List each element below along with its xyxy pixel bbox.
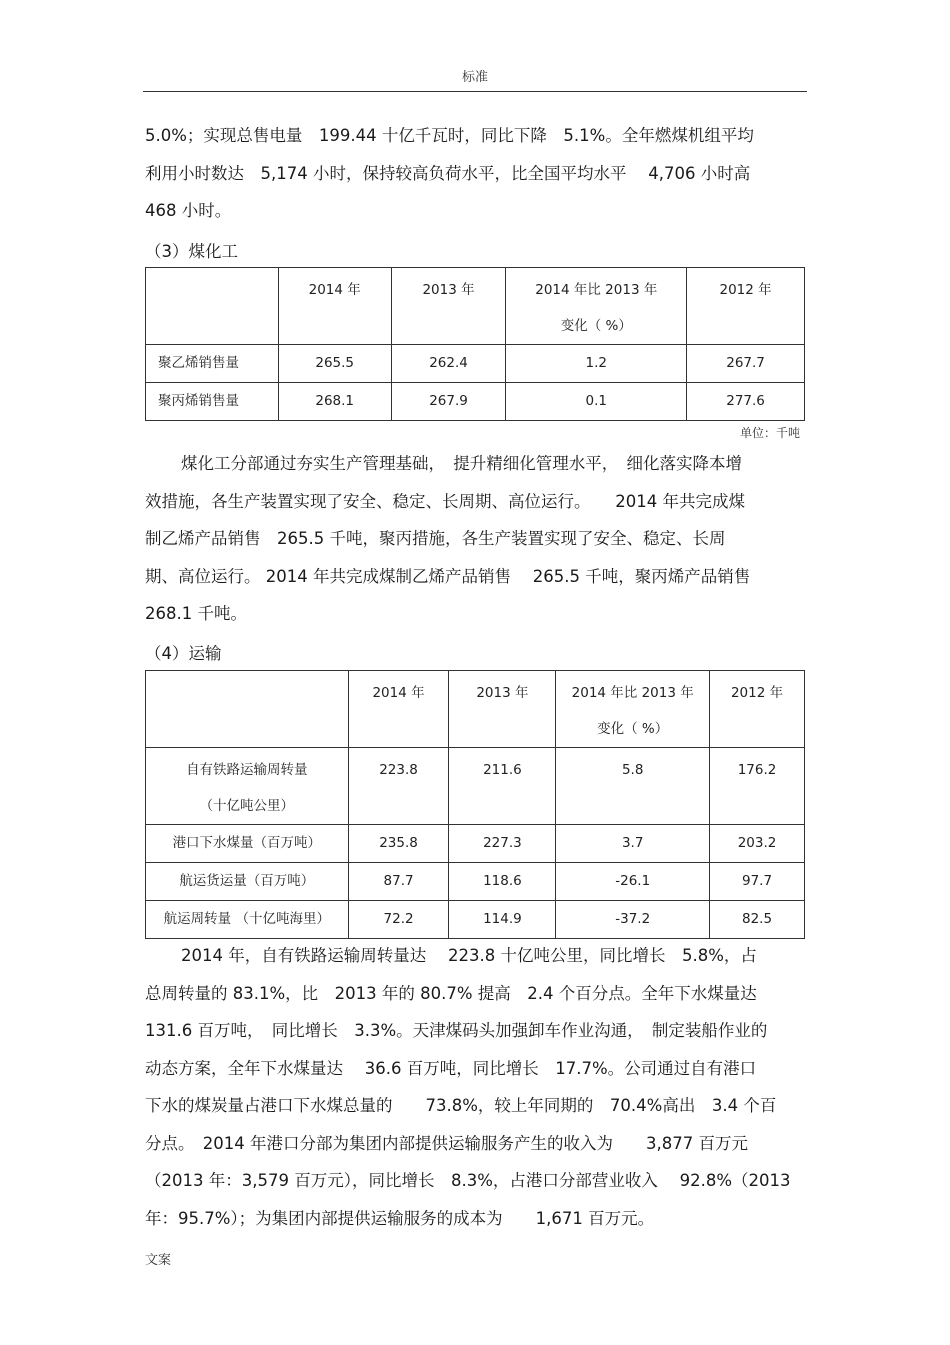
row-label: 聚乙烯销售量 — [146, 345, 279, 383]
row-label: 航运货运量（百万吨） — [146, 863, 349, 901]
table-cell: 267.9 — [391, 383, 506, 421]
text-line: 2014 年，自有铁路运输周转量达 223.8 十亿吨公里，同比增长 5.8%，占 — [181, 946, 757, 965]
table-cell: 277.6 — [687, 383, 805, 421]
text-line: 131.6 百万吨， 同比增长 3.3%。天津煤码头加强卸车作业沟通， 制定装船作业的 — [145, 1021, 768, 1040]
unit-note: 单位：千吨 — [739, 426, 800, 440]
table-cell: -26.1 — [556, 863, 710, 901]
table-row — [146, 383, 805, 421]
table-header-cell: 2013 年 — [391, 268, 506, 345]
transport-paragraph — [145, 937, 813, 1237]
table-cell: 114.9 — [449, 901, 556, 939]
table-cell: 1.2 — [506, 345, 687, 383]
text-line: 下水的煤炭量占港口下水煤总量的 73.8%，较上年同期的 70.4%高出 3.4 个百 — [145, 1096, 777, 1115]
table-cell: 72.2 — [348, 901, 449, 939]
text-line: 效措施，各生产装置实现了安全、稳定、长周期、高位运行。 2014 年共完成煤 — [145, 491, 745, 511]
page-footer: 文案 — [145, 1253, 172, 1268]
table-header-cell — [556, 671, 710, 748]
header-line: 变化（ %） — [597, 721, 669, 737]
table-header-cell — [506, 268, 687, 345]
table-cell: 223.8 — [348, 748, 449, 825]
text-line: （2013 年：3,579 百万元），同比增长 8.3%，占港口分部营业收入 92.8%（2013 — [145, 1171, 791, 1190]
row-label: 聚丙烯销售量 — [146, 383, 279, 421]
header-line: 2014 年比 2013 年 — [535, 282, 658, 298]
table-cell: 203.2 — [710, 825, 805, 863]
table-row — [146, 901, 805, 939]
table-cell: 176.2 — [710, 748, 805, 825]
table-header-cell: 2012 年 — [710, 671, 805, 748]
transport-table — [145, 670, 805, 939]
table-cell: -37.2 — [556, 901, 710, 939]
text-line: 制乙烯产品销售 265.5 千吨，聚丙措施，各生产装置实现了安全、稳定、长周 — [145, 529, 726, 548]
table-row — [146, 345, 805, 383]
text-line: 468 小时。 — [145, 201, 232, 220]
table-row — [146, 863, 805, 901]
text-line: 煤化工分部通过夯实生产管理基础， 提升精细化管理水平， 细化落实降本增 — [181, 454, 742, 473]
text-line: 总周转量的 83.1%，比 2013 年的 80.7% 提高 2.4 个百分点。全年下水煤量达 — [145, 983, 757, 1003]
table-cell: 268.1 — [278, 383, 391, 421]
table-cell: 235.8 — [348, 825, 449, 863]
table-cell: 267.7 — [687, 345, 805, 383]
table-cell: 211.6 — [449, 748, 556, 825]
text-line: 分点。 2014 年港口分部为集团内部提供运输服务产生的收入为 3,877 百万元 — [145, 1133, 748, 1153]
coal-chemical-paragraph — [145, 445, 813, 633]
section-heading-coal-chemical: （3）煤化工 — [145, 242, 238, 261]
table-cell: 262.4 — [391, 345, 506, 383]
row-label — [146, 748, 349, 825]
header-divider — [143, 91, 807, 92]
table-cell: 97.7 — [710, 863, 805, 901]
text-line: 期、高位运行。 2014 年共完成煤制乙烯产品销售 265.5 千吨，聚丙烯产品销售 — [145, 566, 751, 586]
table-cell: 265.5 — [278, 345, 391, 383]
table-header-row — [146, 671, 805, 748]
table-cell: 118.6 — [449, 863, 556, 901]
text-line: 268.1 千吨。 — [145, 604, 247, 623]
table-cell: 227.3 — [449, 825, 556, 863]
table-row — [146, 748, 805, 825]
table-cell: 5.8 — [556, 748, 710, 825]
page-header: 标准 — [461, 70, 488, 85]
table-cell: 0.1 — [506, 383, 687, 421]
table-header-cell: 2012 年 — [687, 268, 805, 345]
row-label: 港口下水煤量（百万吨） — [146, 825, 349, 863]
table-header-cell: 2014 年 — [348, 671, 449, 748]
row-label-line: （十亿吨公里） — [199, 798, 295, 814]
table-header-row — [146, 268, 805, 345]
intro-paragraph — [145, 117, 813, 230]
row-label: 航运周转量 （十亿吨海里） — [146, 901, 349, 939]
table-cell: 3.7 — [556, 825, 710, 863]
text-line: 利用小时数达 5,174 小时，保持较高负荷水平，比全国平均水平 4,706 小时高 — [145, 163, 751, 183]
header-line: 变化（ %） — [560, 318, 632, 334]
text-line: 5.0%；实现总售电量 199.44 十亿千瓦时，同比下降 5.1%。全年燃煤机组平均 — [145, 126, 754, 145]
table-header-cell: 2014 年 — [278, 268, 391, 345]
table-cell: 87.7 — [348, 863, 449, 901]
text-line: 年：95.7%）；为集团内部提供运输服务的成本为 1,671 百万元。 — [145, 1208, 655, 1228]
section-heading-transport: （4）运输 — [145, 644, 222, 663]
row-label-line: 自有铁路运输周转量 — [186, 762, 308, 778]
text-line: 动态方案，全年下水煤量达 36.6 百万吨，同比增长 17.7%。公司通过自有港口 — [145, 1058, 757, 1078]
table-row — [146, 825, 805, 863]
header-line: 2014 年比 2013 年 — [571, 685, 694, 701]
table-cell: 82.5 — [710, 901, 805, 939]
table-header-cell: 2013 年 — [449, 671, 556, 748]
table-header-cell — [146, 671, 349, 748]
coal-chemical-table — [145, 267, 805, 421]
table-header-cell — [146, 268, 279, 345]
